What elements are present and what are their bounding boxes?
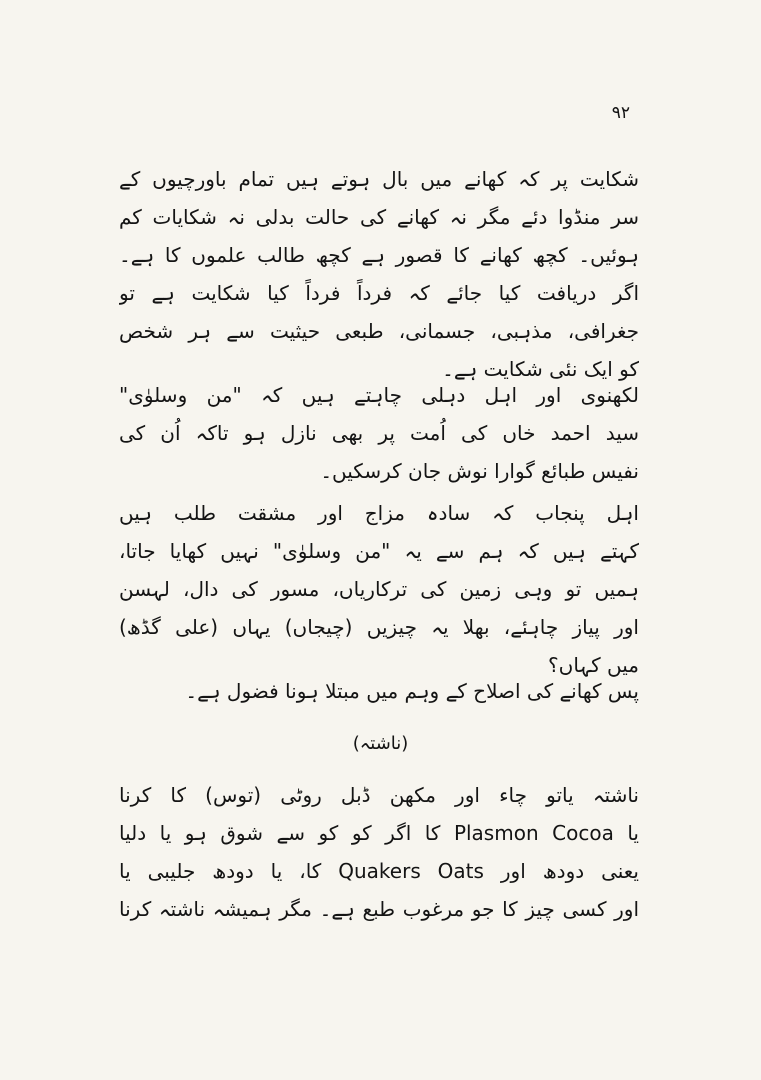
text-line: کہتے ہیں کہ ہم سے یہ "من وسلوٰی" نہیں کھایا جاتا، [119,539,639,563]
text-line: یا Plasmon Cocoa کا اگر کو کو سے شوق ہو یا دلیا [119,821,639,845]
text-line: اگر دریافت کیا جائے کہ فرداً فرداً کیا شکایت ہے تو [119,281,639,305]
paragraph-breakfast [119,776,639,928]
text-line: ہمیں تو وہی زمین کی ترکاریاں، مسور کی دال، لہسن [119,577,639,601]
text-line: ناشتہ یاتو چاء اور مکھن ڈبل روٹی (توس) کا کرنا [119,783,639,807]
text-line: اور پیاز چاہئے، بھلا یہ چیزیں (چیجاں) یہاں (علی گڈھ) [119,615,639,639]
paragraph-conclusion [119,672,639,710]
paragraph-complaints [119,160,639,388]
text-line: سر منڈوا دئے مگر نہ کھانے کی حالت بدلی نہ شکایات کم [119,205,639,229]
paragraph-lucknow-delhi [119,376,639,490]
page-number: ۹۲ [611,103,630,123]
text-line: نفیس طبائع گوارا نوش جان کرسکیں۔ [320,459,639,483]
text-line: جغرافی، مذہبی، جسمانی، طبعی حیثیت سے ہر شخص [119,319,639,343]
text-line: میں کہاں؟ [548,653,639,677]
text-line: سید احمد خاں کی اُمت پر بھی نازل ہو تاکہ اُن کی [119,421,639,445]
text-line: لکھنوی اور اہل دہلی چاہتے ہیں کہ "من وسلوٰی" [119,383,639,407]
text-line: اور کسی چیز کا جو مرغوب طبع ہے۔ مگر ہمیشہ ناشتہ کرنا [119,897,639,921]
text-line: پس کھانے کی اصلاح کے وہم میں مبتلا ہونا فضول ہے۔ [185,679,639,703]
text-line: یعنی دودھ اور Quakers Oats کا، یا دودھ جلیبی یا [119,859,639,883]
section-heading: (ناشتہ) [352,733,409,754]
text-line: ہوئیں۔ کچھ کھانے کا قصور ہے کچھ طالب علموں کا ہے۔ [119,243,639,267]
text-line: شکایت پر کہ کھانے میں بال ہوتے ہیں تمام باورچیوں کے [119,167,639,191]
paragraph-punjab [119,494,639,684]
text-line: اہل پنجاب کہ سادہ مزاج اور مشقت طلب ہیں [119,501,639,525]
text-line: کو ایک نئی شکایت ہے۔ [442,357,639,381]
